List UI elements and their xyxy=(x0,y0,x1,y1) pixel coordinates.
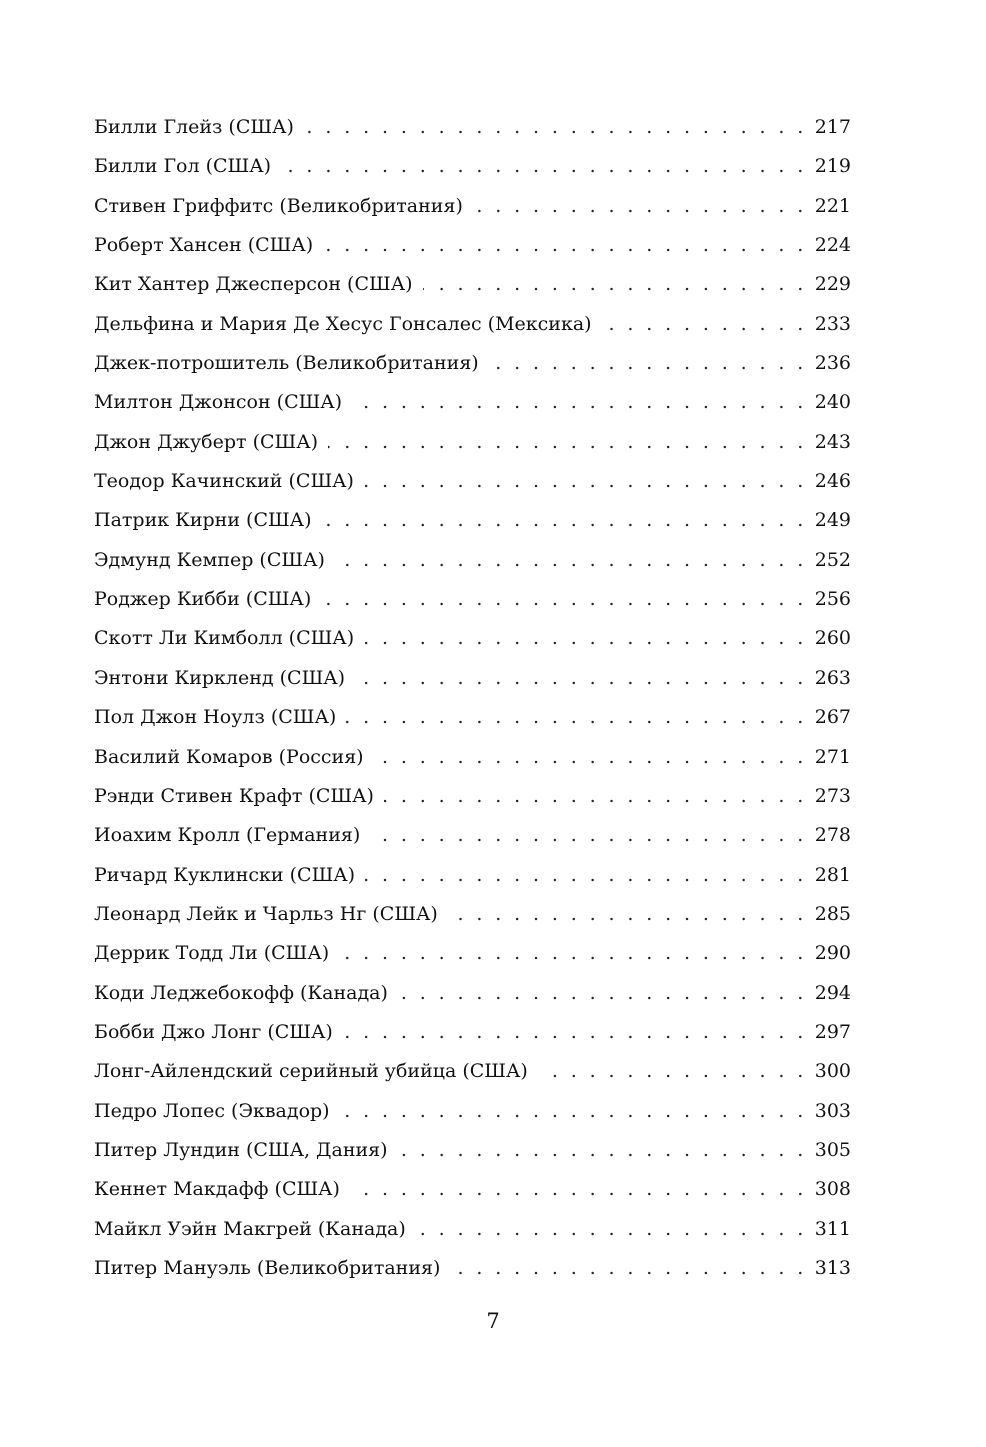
toc-entry-title: Стивен Гриффитс (Великобритания) xyxy=(94,194,463,217)
toc-entry xyxy=(94,501,851,540)
toc-entry xyxy=(94,462,851,501)
toc-dot-leader xyxy=(321,580,807,619)
toc-entry-page: 256 xyxy=(814,588,851,611)
toc-dot-leader xyxy=(321,501,806,540)
toc-entry-page: 249 xyxy=(814,509,851,532)
toc-entry-title: Джон Джуберт (США) xyxy=(94,430,319,453)
toc-entry-title: Майкл Уэйн Макгрей (Канада) xyxy=(94,1217,406,1240)
toc-entry-title: Бобби Джо Лонг (США) xyxy=(94,1020,333,1043)
toc-entry-page: 243 xyxy=(814,430,851,453)
toc-dot-leader xyxy=(448,895,807,934)
toc-entry xyxy=(94,1249,851,1288)
toc-entry-title: Питер Мануэль (Великобритания) xyxy=(94,1256,441,1279)
toc-dot-leader xyxy=(538,1052,807,1091)
toc-entry xyxy=(94,1013,851,1052)
toc-entry-title: Роджер Кибби (США) xyxy=(94,588,312,611)
toc-dot-leader xyxy=(473,187,807,226)
toc-entry-page: 267 xyxy=(814,706,851,729)
table-of-contents xyxy=(94,108,851,1288)
toc-entry xyxy=(94,738,851,777)
toc-entry-page: 305 xyxy=(814,1138,851,1161)
toc-entry-page: 252 xyxy=(814,548,851,571)
toc-entry-title: Питер Лундин (США, Дания) xyxy=(94,1138,388,1161)
toc-dot-leader xyxy=(346,698,806,737)
toc-dot-leader xyxy=(416,1210,807,1249)
toc-entry xyxy=(94,580,851,619)
toc-entry xyxy=(94,344,851,383)
toc-entry-page: 229 xyxy=(814,273,851,296)
toc-entry xyxy=(94,698,851,737)
toc-dot-leader xyxy=(335,541,807,580)
toc-entry-title: Эдмунд Кемпер (США) xyxy=(94,548,325,571)
toc-entry-page: 263 xyxy=(814,666,851,689)
toc-entry xyxy=(94,619,851,658)
toc-dot-leader xyxy=(398,1131,807,1170)
toc-entry-title: Пол Джон Ноулз (США) xyxy=(94,706,337,729)
toc-entry-page: 217 xyxy=(814,116,851,138)
toc-entry-page: 281 xyxy=(814,863,851,886)
toc-dot-leader xyxy=(350,1170,807,1209)
toc-dot-leader xyxy=(339,934,807,973)
toc-entry-page: 290 xyxy=(814,942,851,965)
toc-dot-leader xyxy=(340,1092,807,1131)
toc-entry-title: Иоахим Кролл (Германия) xyxy=(94,824,361,847)
toc-entry-page: 297 xyxy=(814,1020,851,1043)
toc-entry-title: Теодор Качинский (США) xyxy=(94,470,354,493)
toc-dot-leader xyxy=(281,147,807,186)
toc-entry xyxy=(94,423,851,462)
toc-entry xyxy=(94,974,851,1013)
toc-entry-page: 313 xyxy=(814,1256,851,1279)
toc-dot-leader xyxy=(352,383,807,422)
toc-entry xyxy=(94,659,851,698)
toc-entry-page: 273 xyxy=(814,784,851,807)
toc-dot-leader xyxy=(323,226,807,265)
toc-entry-title: Коди Леджебокофф (Канада) xyxy=(94,981,388,1004)
toc-entry-page: 278 xyxy=(814,824,851,847)
toc-entry xyxy=(94,541,851,580)
toc-entry xyxy=(94,1170,851,1209)
toc-entry xyxy=(94,108,851,147)
toc-entry-page: 311 xyxy=(814,1217,851,1240)
toc-entry-title: Василий Комаров (Россия) xyxy=(94,745,364,768)
toc-entry-title: Деррик Тодд Ли (США) xyxy=(94,942,330,965)
toc-entry-title: Джек-потрошитель (Великобритания) xyxy=(94,352,479,375)
toc-dot-leader xyxy=(423,265,807,304)
toc-dot-leader xyxy=(370,816,806,855)
toc-entry xyxy=(94,816,851,855)
toc-entry-title: Милтон Джонсон (США) xyxy=(94,391,343,414)
toc-dot-leader xyxy=(364,619,807,658)
toc-entry xyxy=(94,1052,851,1091)
toc-entry-page: 221 xyxy=(814,194,851,217)
toc-entry-title: Скотт Ли Кимболл (США) xyxy=(94,627,355,650)
toc-entry xyxy=(94,147,851,186)
toc-entry xyxy=(94,383,851,422)
toc-entry-title: Роберт Хансен (США) xyxy=(94,234,314,257)
toc-dot-leader xyxy=(398,974,807,1013)
toc-entry-title: Педро Лопес (Эквадор) xyxy=(94,1099,330,1122)
toc-entry-title: Энтони Киркленд (США) xyxy=(94,666,346,689)
toc-entry xyxy=(94,895,851,934)
toc-entry-page: 285 xyxy=(814,902,851,925)
toc-entry-title: Лонг-Айлендский серийный убийца (США) xyxy=(94,1060,528,1083)
toc-entry xyxy=(94,777,851,816)
toc-entry-title: Леонард Лейк и Чарльз Нг (США) xyxy=(94,902,438,925)
toc-entry-page: 246 xyxy=(814,470,851,493)
toc-entry xyxy=(94,305,851,344)
toc-entry xyxy=(94,226,851,265)
toc-entry xyxy=(94,856,851,895)
toc-entry xyxy=(94,1131,851,1170)
toc-entry-title: Патрик Кирни (США) xyxy=(94,509,312,532)
toc-entry-title: Рэнди Стивен Крафт (США) xyxy=(94,784,374,807)
toc-entry-page: 294 xyxy=(814,981,851,1004)
toc-entry-title: Билли Глейз (США) xyxy=(94,116,294,138)
toc-entry-title: Кеннет Макдафф (США) xyxy=(94,1178,340,1201)
toc-entry-page: 224 xyxy=(814,234,851,257)
page-number: 7 xyxy=(486,1309,500,1333)
toc-entry-page: 303 xyxy=(814,1099,851,1122)
toc-entry xyxy=(94,1092,851,1131)
toc-dot-leader xyxy=(365,856,807,895)
toc-entry-title: Кит Хантер Джесперсон (США) xyxy=(94,273,413,296)
toc-dot-leader xyxy=(384,777,807,816)
toc-dot-leader xyxy=(374,738,807,777)
toc-entry-page: 271 xyxy=(814,745,851,768)
toc-dot-leader xyxy=(343,1013,807,1052)
toc-entry-title: Ричард Куклински (США) xyxy=(94,863,356,886)
toc-entry-page: 233 xyxy=(814,312,851,335)
toc-entry-page: 236 xyxy=(814,352,851,375)
toc-entry-page: 219 xyxy=(814,155,851,178)
toc-dot-leader xyxy=(328,423,807,462)
toc-entry-page: 240 xyxy=(814,391,851,414)
toc-dot-leader xyxy=(602,305,807,344)
toc-entry-page: 308 xyxy=(814,1178,851,1201)
toc-dot-leader xyxy=(355,659,807,698)
toc-dot-leader xyxy=(364,462,807,501)
toc-entry-title: Дельфина и Мария Де Хесус Гонсалес (Мексика) xyxy=(94,312,592,335)
toc-dot-leader xyxy=(304,108,807,147)
toc-dot-leader xyxy=(450,1249,806,1288)
toc-entry xyxy=(94,187,851,226)
toc-entry xyxy=(94,1210,851,1249)
toc-entry xyxy=(94,934,851,973)
toc-dot-leader xyxy=(489,344,807,383)
toc-entry-title: Билли Гол (США) xyxy=(94,155,272,178)
toc-entry xyxy=(94,265,851,304)
toc-entry-page: 300 xyxy=(814,1060,851,1083)
toc-entry-page: 260 xyxy=(814,627,851,650)
